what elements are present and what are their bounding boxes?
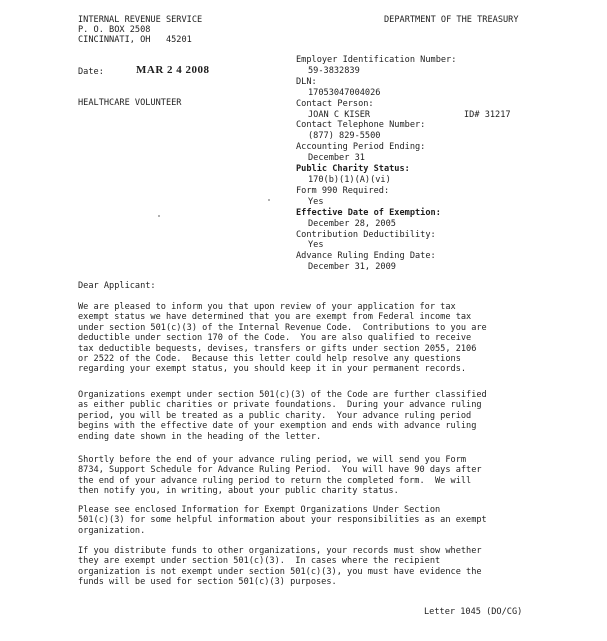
period-value: December 31 — [308, 153, 365, 164]
paragraph-line: Organizations exempt under section 501(c)(3) of the Code are further classified — [78, 390, 487, 400]
ein-value: 59-3832839 — [308, 65, 360, 76]
ruling-label: Advance Ruling Ending Date: — [296, 251, 436, 262]
phone-value: (877) 829-5500 — [308, 131, 381, 142]
contact-id: ID# 31217 — [464, 109, 511, 120]
date-label: Date: — [78, 67, 104, 77]
paragraph-line: If you distribute funds to other organizations, your records must show whether — [78, 546, 482, 556]
dln-value: 17053047004026 — [308, 87, 381, 98]
paragraph-line: organization is not exempt under section 501(c)(3), you must have evidence the — [78, 566, 482, 577]
letter-number: Letter 1045 (DO/CG) — [424, 607, 523, 617]
recipient-name: HEALTHCARE VOLUNTEER — [78, 98, 182, 108]
charity-value: 170(b)(1)(A)(vi) — [308, 174, 391, 185]
paragraph-line: or 2522 of the Code. Because this letter could help resolve any questions — [78, 354, 461, 365]
paragraph-line: then notify you, in writing, about your public charity status. — [78, 486, 399, 497]
paragraph-line: the end of your advance ruling period to return the completed form. We will — [78, 475, 472, 486]
exemption-label: Effective Date of Exemption: — [296, 207, 441, 218]
po-box: P. O. BOX 2508 — [78, 25, 151, 35]
form990-label: Form 990 Required: — [296, 185, 390, 196]
contact-row — [296, 110, 596, 121]
phone-label: Contact Telephone Number: — [296, 120, 426, 131]
paragraph-2 — [78, 390, 598, 442]
scan-speck — [158, 215, 160, 217]
paragraph-line: We are pleased to inform you that upon review of your application for tax — [78, 302, 456, 312]
city-line: CINCINNATI, OH 45201 — [78, 35, 192, 45]
paragraph-line: ending date shown in the heading of the letter. — [78, 431, 322, 442]
agency-name: INTERNAL REVENUE SERVICE — [78, 15, 203, 25]
paragraph-line: organization. — [78, 525, 146, 536]
paragraph-line: Shortly before the end of your advance ruling period, we will send you Form — [78, 455, 467, 465]
paragraph-line: regarding your exempt status, you should keep it in your permanent records. — [78, 364, 467, 375]
paragraph-5 — [78, 546, 598, 588]
deductibility-label: Contribution Deductibility: — [296, 229, 436, 240]
charity-label: Public Charity Status: — [296, 164, 410, 175]
details-block — [296, 55, 596, 273]
ruling-value: December 31, 2009 — [308, 262, 396, 273]
deductibility-value: Yes — [308, 240, 324, 251]
paragraph-4 — [78, 505, 598, 536]
paragraph-line: funds will be used for section 501(c)(3) purposes. — [78, 577, 337, 588]
contact-value: JOAN C KISER — [308, 109, 371, 120]
paragraph-line: under section 501(c)(3) of the Internal Revenue Code. Contributions to you are — [78, 322, 487, 333]
ein-label: Employer Identification Number: — [296, 55, 457, 65]
paragraph-line: 8734, Support Schedule for Advance Ruling Period. You will have 90 days after — [78, 465, 482, 476]
paragraph-line: tax deductible bequests, devises, transfers or gifts under section 2055, 2106 — [78, 343, 477, 354]
form990-value: Yes — [308, 196, 324, 207]
exemption-value: December 28, 2005 — [308, 218, 396, 229]
salutation: Dear Applicant: — [78, 281, 156, 291]
scan-speck — [268, 199, 270, 201]
paragraph-line: they are exempt under section 501(c)(3). In cases where the recipient — [78, 556, 441, 567]
date-stamp: MAR 2 4 2008 — [136, 64, 210, 76]
contact-label: Contact Person: — [296, 98, 374, 109]
period-label: Accounting Period Ending: — [296, 142, 426, 153]
paragraph-line: begins with the effective date of your exemption and ends with advance ruling — [78, 421, 477, 432]
paragraph-line: Please see enclosed Information for Exempt Organizations Under Section — [78, 505, 441, 515]
paragraph-line: period, you will be treated as a public charity. Your advance ruling period — [78, 410, 472, 421]
department-name: DEPARTMENT OF THE TREASURY — [384, 15, 519, 25]
dln-label: DLN: — [296, 76, 317, 87]
paragraph-line: as either public charities or private foundations. During your advance ruling — [78, 400, 482, 411]
paragraph-line: exempt status we have determined that you are exempt from Federal income tax — [78, 312, 472, 323]
paragraph-line: 501(c)(3) for some helpful information about your responsibilities as an exempt — [78, 515, 487, 526]
paragraph-3 — [78, 455, 598, 497]
paragraph-line: deductible under section 170 of the Code. You are also qualified to receive — [78, 333, 472, 344]
paragraph-1 — [78, 302, 598, 375]
